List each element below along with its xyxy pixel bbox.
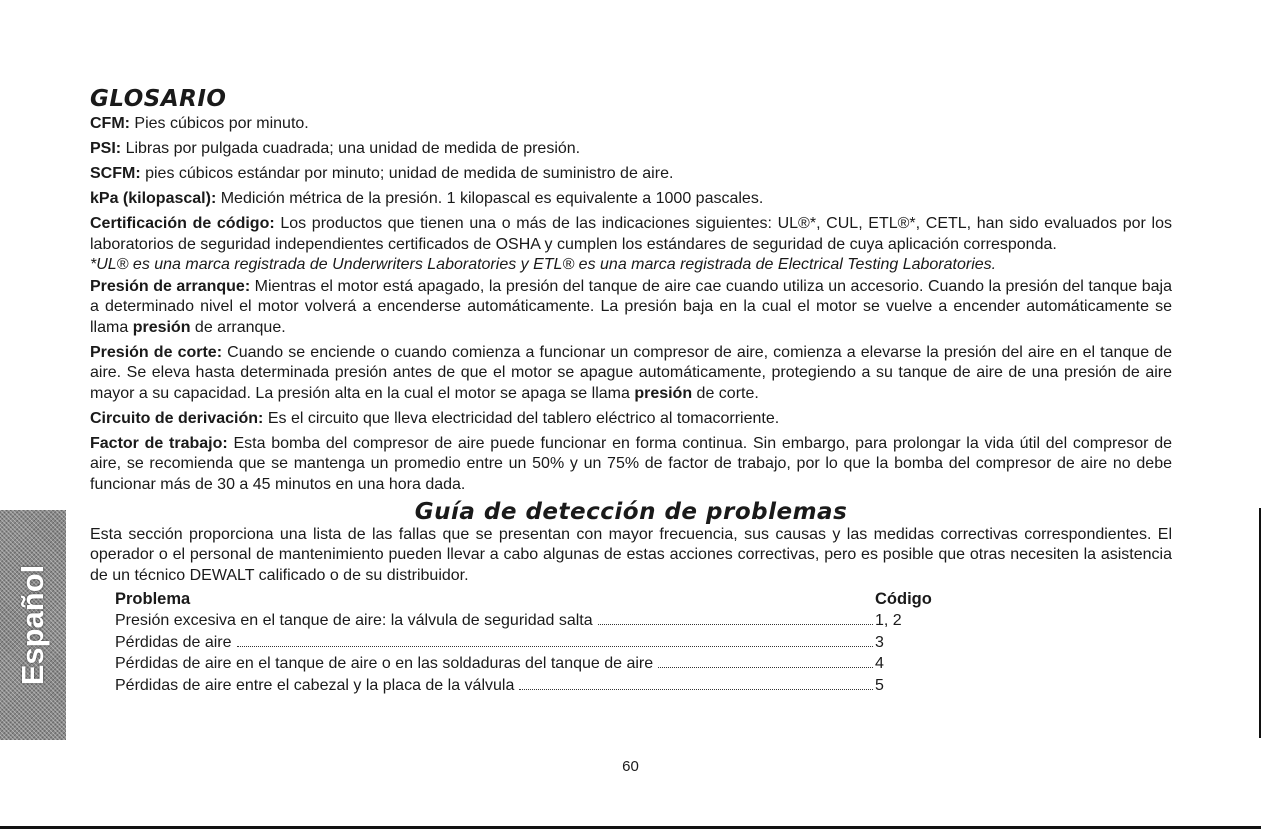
- problem-table: [115, 588, 935, 696]
- troubleshooting-intro: Esta sección proporciona una lista de las fallas que se presentan con mayor frecuencia, sus causas y las medidas correctivas correspondientes. El operador o el personal de mantenimiento pueden llevar a cabo algunas de estas acciones correctivas, pero es posible que otras necesiten la asistencia de un técnico DEWALT calificado o de su distribuidor.: [90, 525, 1172, 584]
- dot-leader: [519, 689, 873, 690]
- glossary-entry-cut-out: [90, 343, 1172, 405]
- problem-code: 4: [875, 655, 884, 672]
- problem-code: 3: [875, 633, 884, 651]
- glossary-entry-duty-cycle: [90, 434, 1172, 496]
- glossary-entry-scfm: [90, 164, 1172, 185]
- glossary-term: Presión de corte:: [90, 343, 223, 361]
- glossary-definition: Cuando se enciende o cuando comienza a funcionar un compresor de aire, comienza a elevarse la presión del aire en el tanque de aire. Se eleva hasta determinada presión antes de que el motor se apague automáticamente, protegiendo a su tanque de aire de una presión de aire mayor a su capacidad. La presión alta en la cual el motor se apaga se llama: [90, 343, 1173, 402]
- glossary-definition: Medición métrica de la presión. 1 kilopascal es equivalente a 1000 pascales.: [216, 190, 764, 207]
- glossary-definition: Libras por pulgada cuadrada; una unidad de medida de presión.: [121, 140, 581, 157]
- problem-description: Pérdidas de aire: [115, 633, 232, 651]
- glossary-term: Presión de arranque:: [90, 277, 251, 295]
- problem-code: 1, 2: [875, 612, 902, 629]
- code-column-header: Código: [875, 590, 932, 608]
- dot-leader: [598, 624, 873, 625]
- glossary-term: CFM:: [90, 115, 130, 132]
- glossary-term: Certificación de código:: [90, 215, 275, 232]
- glossary-definition: Es el circuito que lleva electricidad del tablero eléctrico al tomacorriente.: [263, 409, 780, 427]
- language-side-tab: [0, 510, 66, 740]
- glossary-term: kPa (kilopascal):: [90, 190, 217, 207]
- glossary-entry-certification: [90, 214, 1172, 255]
- glossary-definition: Los productos que tienen una o más de las indicaciones siguientes: UL®*, CUL, ETL®*, CETL, han sido evaluados por los laboratorios de seguridad independientes certificados de OSHA y cumplen los estándares de seguridad de cuya aplicación corresponda.: [90, 215, 1172, 253]
- problem-code: 5: [875, 676, 884, 694]
- glossary-title: GLOSARIO: [90, 86, 227, 112]
- glossary-entry-cfm: [90, 114, 1172, 135]
- problem-row: [115, 675, 935, 697]
- glossary-definition: Esta bomba del compresor de aire puede funcionar en forma continua. Sin embargo, para prolongar la vida útil del compresor de aire, se recomienda que se mantenga un promedio entre un 50% y un 75% de factor de trabajo, por lo que la bomba del compresor de aire no debe funcionar más de 30 a 45 minutos en una hora dada.: [90, 434, 1172, 493]
- dot-leader: [658, 667, 873, 668]
- problem-row: [115, 610, 935, 632]
- problem-row: [115, 653, 935, 675]
- trademark-note: *UL® es una marca registrada de Underwriters Laboratories y ETL® es una marca registrada de Electrical Testing Laboratories.: [90, 256, 997, 273]
- troubleshooting-title: Guía de detección de problemas: [414, 498, 848, 525]
- glossary-entry-cut-in: [90, 277, 1172, 339]
- glossary-entry-branch-circuit: [90, 409, 1172, 430]
- page-number: 60: [622, 758, 639, 775]
- glossary-definition: Pies cúbicos por minuto.: [129, 115, 309, 132]
- glossary-definition: Mientras el motor está apagado, la presión del tanque de aire cae cuando utiliza un accesorio. Cuando la presión del tanque baja a determinado nivel el motor volverá a encenderse automáticamente. La presión baja en la cual el motor se vuelve a encender automáticamente se llama: [90, 277, 1173, 336]
- page-content: [90, 86, 1172, 696]
- glossary-term: Circuito de derivación:: [90, 409, 264, 427]
- problem-description: Pérdidas de aire en el tanque de aire o en las soldaduras del tanque de aire: [115, 655, 654, 672]
- glossary-emphasis: presión: [132, 318, 191, 336]
- problem-description: Presión excesiva en el tanque de aire: la válvula de seguridad salta: [115, 612, 593, 629]
- dot-leader: [237, 646, 873, 647]
- glossary-entry-psi: [90, 139, 1172, 160]
- problem-row: [115, 632, 935, 654]
- glossary-entry-kpa: [90, 189, 1172, 210]
- problem-description: Pérdidas de aire entre el cabezal y la placa de la válvula: [115, 676, 515, 694]
- problem-table-header: [115, 588, 935, 610]
- glossary-definition-tail: de arranque.: [190, 318, 286, 336]
- problem-column-header: Problema: [115, 590, 191, 608]
- glossary-term: PSI:: [90, 140, 122, 157]
- glossary-definition-tail: de corte.: [692, 384, 759, 402]
- glossary-definition: pies cúbicos estándar por minuto; unidad de medida de suministro de aire.: [140, 165, 674, 182]
- glossary-term: Factor de trabajo:: [90, 434, 228, 452]
- glossary-term: SCFM:: [90, 165, 141, 182]
- glossary-emphasis: presión: [634, 384, 693, 402]
- language-tab-label: Español: [15, 564, 50, 686]
